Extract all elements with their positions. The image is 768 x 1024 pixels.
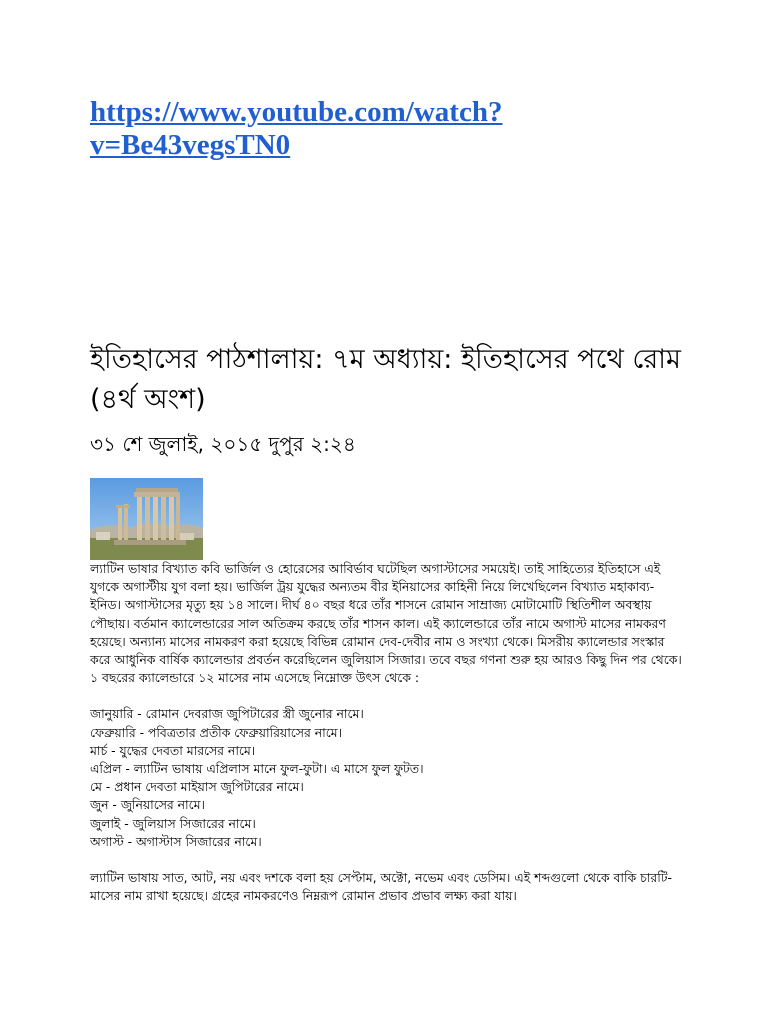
month-list xyxy=(90,705,682,851)
article-body xyxy=(90,560,682,905)
article-title: ইতিহাসের পাঠশালায়: ৭ম অধ্যায়: ইতিহাসের পথে রোম (৪র্থ অংশ) xyxy=(90,344,682,415)
youtube-link-line1[interactable]: https://www.youtube.com/watch? xyxy=(90,96,503,128)
list-item: জানুয়ারি - রোমান দেবরাজ জুপিটারের স্ত্রী জুনোর নামে। xyxy=(90,706,364,722)
youtube-link[interactable] xyxy=(90,96,690,162)
list-item: জুলাই - জুলিয়াস সিজারের নামে। xyxy=(90,815,256,831)
temple-ruins-photo xyxy=(90,478,203,560)
article-date: ৩১ শে জুলাই, ২০১৫ দুপুর ২:২৪ xyxy=(90,432,356,456)
list-item: এপ্রিল - ল্যাটিন ভাষায় এপ্রিলাস মানে ফুল-ফুটা। এ মাসে ফুল ফুটত। xyxy=(90,761,424,777)
list-item: মে - প্রধান দেবতা মাইয়াস জুপিটারের নামে। xyxy=(90,779,304,795)
paragraph-latin-numbers: ল্যাটিন ভাষায় সাত, আট, নয় এবং দশকে বলা হয় সেপ্টাম, অক্টো, নভেম এবং ডেসিম। এই শব্দগুলো থেকে বাকি চারটি-মাসের নাম রাখা হয়েছে। গ্রহের নামকরণেও নিম্নরূপ রোমান প্রভাব প্রভাব লক্ষ্য করা যায়। xyxy=(90,870,673,904)
list-item: জুন - জুনিয়াসের নামে। xyxy=(90,797,205,813)
list-item: ফেব্রুয়ারি - পবিত্রতার প্রতীক ফেব্রুয়ারিয়াসের নামে। xyxy=(90,724,342,740)
paragraph-intro: ল্যাটিন ভাষার বিখ্যাত কবি ভার্জিল ও হোরেসের আবির্ভাব ঘটেছিল অগাস্টাসের সময়েই। তাই সাহিত্যের ইতিহাসে এই যুগকে অগাস্টীয় যুগ বলা হয়। ভার্জিল ট্রয় যুদ্ধের অন্যতম বীর ইনিয়াসের কাহিনী নিয়ে লিখেছিলেন বিখ্যাত মহাকাব্য-ইনিড। অগাস্টাসের মৃত্যু হয় ১৪ সালে। দীর্ঘ ৪০ বছর ধরে তাঁর শাসনে রোমান সাম্রাজ্য মোটামোটি স্থিতিশীল অবস্থায় পৌছায়। বর্তমান ক্যালেন্ডারের সাল অতিক্রম করছে তাঁর শাসন কাল। এই ক্যালেন্ডারে তাঁর নামে অগাস্ট মাসের নামকরণ হয়েছে। অন্যান্য মাসের নামকরণ করা হয়েছে বিভিন্ন রোমান দেব-দেবীর নাম ও সংখ্যা থেকে। মিসরীয় ক্যালেন্ডার সংস্কার করে আধুনিক বার্ষিক ক্যালেন্ডার প্রবর্তন করেছিলেন জুলিয়াস সিজার। তবে বছর গণনা শুরু হয় আরও কিছু দিন পর থেকে। ১ বছরের ক্যালেন্ডারে ১২ মাসের নাম এসেছে নিম্নোক্ত উৎস থেকে : xyxy=(90,561,682,686)
list-item: অগাস্ট - অগাস্টাস সিজারের নামে। xyxy=(90,833,262,849)
list-item: মার্চ - যুদ্ধের দেবতা মারসের নামে। xyxy=(90,742,256,758)
youtube-link-line2[interactable]: v=Be43vegsTN0 xyxy=(90,129,291,161)
